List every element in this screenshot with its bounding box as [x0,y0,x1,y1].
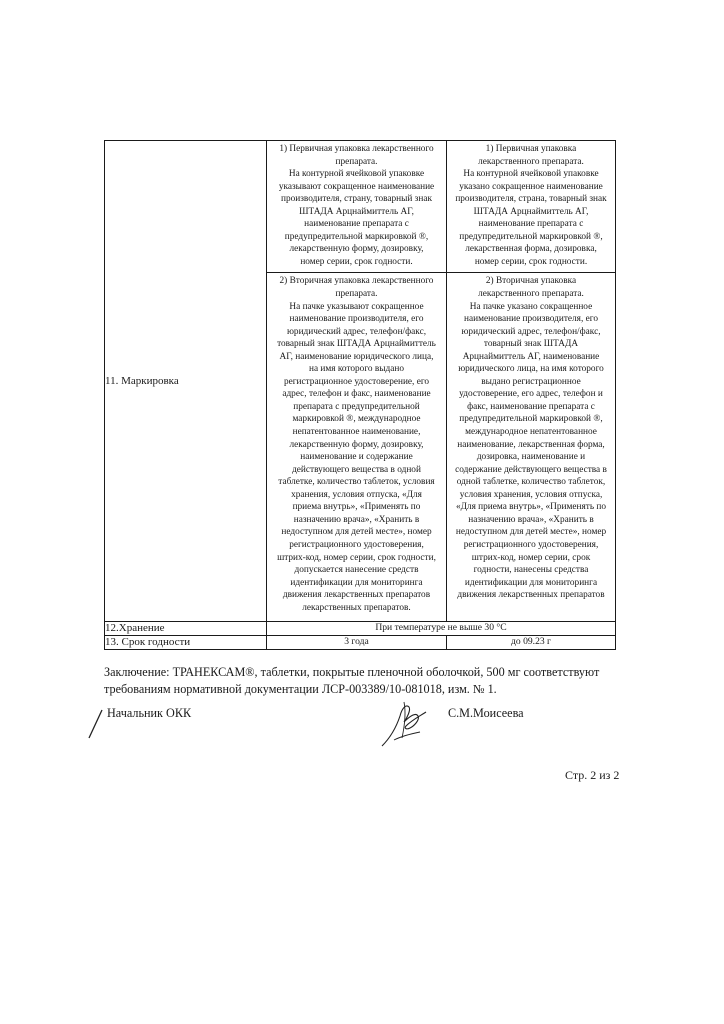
text-line: лекарственного препарата. [478,289,584,300]
text-line: наименование, лекарственная форма, [457,439,605,450]
text-line: номер серии, срок годности. [474,256,588,267]
handwritten-signature [376,698,434,750]
text-line: недоступном для детей месте», номер [281,527,432,538]
text-line: годности, нанесены средства [473,565,589,576]
conclusion-line: требованиям нормативной документации ЛСР-003389/10-081018, изм. № 1. [104,682,497,696]
text-line: товарный знак ШТАДА Арцнаймиттель [277,339,436,350]
text-line: выдано регистрационное [481,376,581,387]
text-line: недоступном для детей месте», номер [455,527,607,538]
table-row [105,141,616,273]
text-line: указывают сокращенное наименование [278,181,435,192]
text-line: факс, наименование препарата с [467,401,595,412]
text-line: На пачке указывают сокращенное [289,301,424,312]
primary-package-spec-text [267,141,446,272]
text-line: На пачке указано сокращенное [469,301,593,312]
secondary-package-actual-cell [447,273,616,622]
text-line: идентификации для мониторинга [464,577,598,588]
text-line: АГ, наименование юридического лица, [279,351,434,362]
text-line: идентификации для мониторинга [290,577,423,588]
text-line: препарата. [335,156,378,167]
text-line: приема внутрь», «Применять по [292,502,421,513]
table-row [105,636,616,650]
text-line: 2) Вторичная упаковка [485,276,577,287]
text-line: юридический адрес, телефон/факс, [286,326,427,337]
text-line: указано сокращенное наименование [459,181,603,192]
text-line: лекарственная форма, дозировка, [465,244,597,255]
secondary-package-actual-text [447,273,615,605]
text-line: одной таблетке, количество таблеток, [456,477,606,488]
text-line: движения лекарственных препаратов [282,590,431,601]
signatory-title: Начальник ОКК [107,706,192,720]
text-line: лекарственного препарата. [478,156,584,167]
text-line: условия хранения, условия отпуска, [459,489,603,500]
text-line: адрес, телефон и факс, наименование [282,389,431,400]
signatory-name: С.М.Моисеева [448,706,524,720]
text-line: наименование производителя, его [464,314,598,325]
text-line: назначению врача», «Хранить в [468,514,594,525]
text-line: регистрационного удостоверения, [463,539,599,550]
secondary-package-spec-cell [267,273,447,622]
text-line: дозировка, наименование и [476,452,586,463]
text-line: производителя, страна, товарный знак [455,194,607,205]
text-line: таблетке, количество таблеток, условия [278,477,435,488]
text-line: лекарственную форму, дозировку, [289,439,424,450]
text-line: наименование и содержание [300,452,413,463]
text-line: товарный знак ШТАДА [483,339,579,350]
text-line: наименование производителя, его [289,314,424,325]
storage-value: При температуре не выше 30 °С [267,622,616,636]
primary-package-actual-text [447,141,615,272]
text-line: ШТАДА Арцнаймиттель АГ, [299,206,414,217]
text-line: международное непатентованное [465,427,597,438]
text-line: предупредительной маркировкой ®, [459,231,603,242]
text-line: на имя которого выдано [308,364,404,375]
row-label-shelf-life [105,636,267,650]
marking-table [104,140,616,650]
row-label-storage [105,622,267,636]
text-line: действующего вещества в одной [292,464,421,475]
text-line: номер серии, срок годности. [300,256,413,267]
text-line: допускается нанесение средств [294,565,419,576]
text-line: Арцнаймиттель АГ, наименование [462,351,600,362]
page-number: Стр. 2 из 2 [565,768,620,782]
text-line: лекарственных препаратов. [302,602,411,613]
text-line: «Для приема внутрь», «Применять по [455,502,607,513]
text-line: юридического лица, на имя которого [458,364,604,375]
text-line: хранения, условия отпуска, «Для [291,489,422,500]
row-label-marking [105,141,267,622]
text-line: 1) Первичная упаковка лекарственного [279,144,434,154]
text-line: наименование препарата с [304,219,409,230]
text-line: наименование препарата с [478,219,584,230]
text-line: маркировкой ®, международное [292,414,421,425]
text-line: назначению врача», «Хранить в [293,514,420,525]
primary-package-actual-cell [447,141,616,273]
conclusion-text [104,664,644,698]
text-line: удостоверение, его адрес, телефон и [459,389,603,400]
text-line: 1) Первичная упаковка [485,144,577,154]
text-line: На контурной ячейковой упаковке [463,169,599,180]
text-line: 2) Вторичная упаковка лекарственного [279,276,434,287]
signature-dash-mark [85,708,105,740]
text-line: содержание действующего вещества в [455,464,607,475]
text-line: лекарственную форму, дозировку, [289,244,424,255]
conclusion-line: Заключение: ТРАНЕКСАМ®, таблетки, покрытые пленочной оболочкой, 500 мг соответствуют [104,665,600,679]
text-line: регистрационное удостоверение, его [283,376,430,387]
text-line: штрих-код, номер серии, срок годности, [277,552,436,563]
text-line: производителя, страну, товарный знак [281,194,432,205]
shelf-life-label: 13. Срок годности [105,636,191,649]
shelf-life-spec-value: 3 года [267,636,447,650]
text-line: регистрационного удостоверения, [289,539,424,550]
text-line: предупредительной маркировкой ®, [459,414,603,425]
storage-label: 12.Хранение [105,622,165,635]
primary-package-spec-cell [267,141,447,273]
text-line: юридический адрес, телефон/факс, [461,326,601,337]
shelf-life-actual-value: до 09.23 г [447,636,616,650]
text-line: На контурной ячейковой упаковке [288,169,425,180]
secondary-package-spec-text [267,273,446,618]
text-line: непатентованное наименование, [292,427,421,438]
text-line: препарата с предупредительной [293,401,420,412]
text-line: штрих-код, номер серии, срок [471,552,591,563]
text-line: предупредительной маркировкой ®, [284,231,429,242]
text-line: препарата. [335,289,378,300]
marking-label: 11. Маркировка [105,374,179,387]
text-line: ШТАДА Арцнаймиттель АГ, [473,206,589,217]
text-line: движения лекарственных препаратов [457,590,605,601]
table-row [105,622,616,636]
